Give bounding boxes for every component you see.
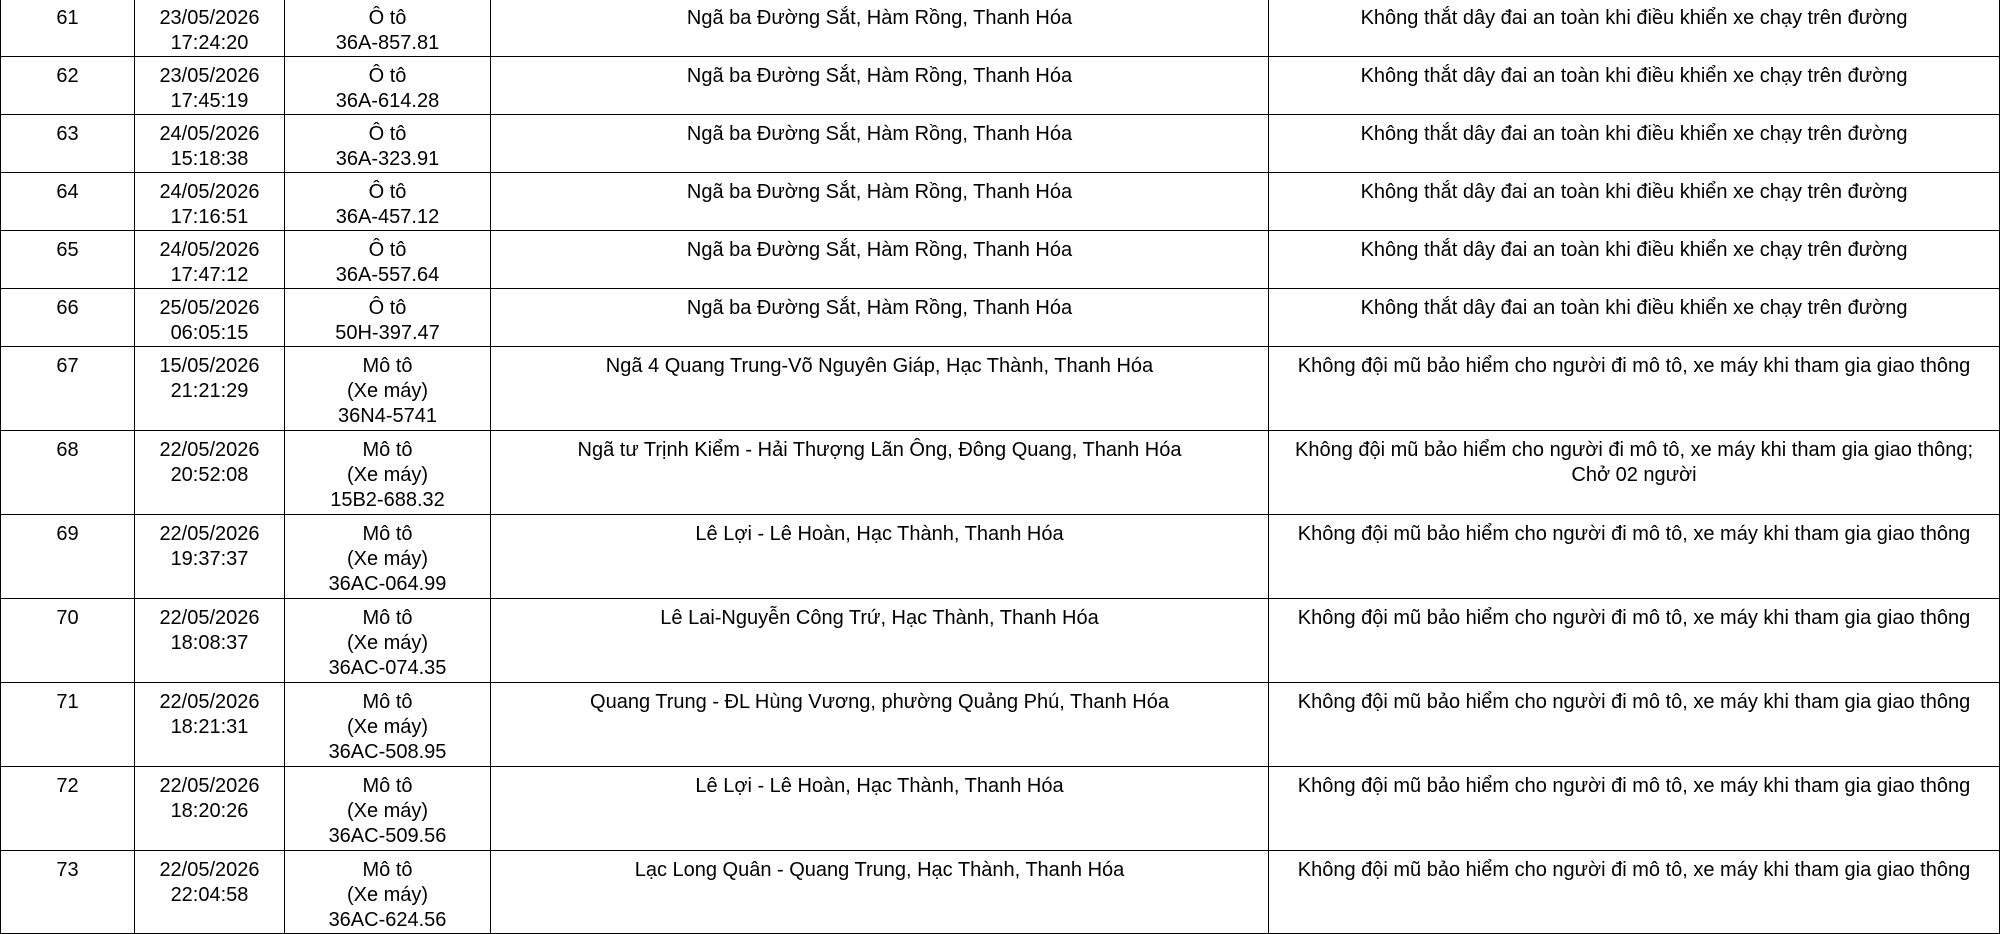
time-cell: 22/05/2026 18:08:37: [135, 599, 285, 683]
location-cell: Ngã ba Đường Sắt, Hàm Rồng, Thanh Hóa: [491, 0, 1269, 57]
table-row: [1, 683, 2000, 767]
table-row: [1, 231, 2000, 289]
table-row: [1, 115, 2000, 173]
time-cell: 24/05/2026 15:18:38: [135, 115, 285, 173]
time-cell: 24/05/2026 17:16:51: [135, 173, 285, 231]
location-cell: Lê Lai-Nguyễn Công Trứ, Hạc Thành, Thanh Hóa: [491, 599, 1269, 683]
violation-cell: Không đội mũ bảo hiểm cho người đi mô tô, xe máy khi tham gia giao thông: [1269, 599, 2000, 683]
table-row: [1, 767, 2000, 851]
time-cell: 15/05/2026 21:21:29: [135, 347, 285, 431]
location-cell: Ngã ba Đường Sắt, Hàm Rồng, Thanh Hóa: [491, 115, 1269, 173]
table-body: [1, 0, 2000, 934]
violation-cell: Không đội mũ bảo hiểm cho người đi mô tô, xe máy khi tham gia giao thông: [1269, 515, 2000, 599]
time-cell: 25/05/2026 06:05:15: [135, 289, 285, 347]
violation-cell: Không đội mũ bảo hiểm cho người đi mô tô, xe máy khi tham gia giao thông: [1269, 683, 2000, 767]
stt-cell: 62: [1, 57, 135, 115]
stt-cell: 70: [1, 599, 135, 683]
table-row: [1, 515, 2000, 599]
violation-cell: Không thắt dây đai an toàn khi điều khiển xe chạy trên đường: [1269, 173, 2000, 231]
vehicle-cell: Ô tô 50H-397.47: [285, 289, 491, 347]
violation-cell: Không thắt dây đai an toàn khi điều khiển xe chạy trên đường: [1269, 0, 2000, 57]
violation-cell: Không thắt dây đai an toàn khi điều khiển xe chạy trên đường: [1269, 289, 2000, 347]
location-cell: Lê Lợi - Lê Hoàn, Hạc Thành, Thanh Hóa: [491, 767, 1269, 851]
stt-cell: 71: [1, 683, 135, 767]
stt-cell: 73: [1, 851, 135, 934]
time-cell: 22/05/2026 19:37:37: [135, 515, 285, 599]
time-cell: 22/05/2026 18:20:26: [135, 767, 285, 851]
time-cell: 24/05/2026 17:47:12: [135, 231, 285, 289]
table-row: [1, 57, 2000, 115]
vehicle-cell: Mô tô (Xe máy) 36AC-074.35: [285, 599, 491, 683]
time-cell: 22/05/2026 22:04:58: [135, 851, 285, 934]
stt-cell: 68: [1, 431, 135, 515]
table-row: [1, 173, 2000, 231]
violation-cell: Không đội mũ bảo hiểm cho người đi mô tô, xe máy khi tham gia giao thông: [1269, 851, 2000, 934]
stt-cell: 69: [1, 515, 135, 599]
table-row: [1, 851, 2000, 934]
location-cell: Ngã ba Đường Sắt, Hàm Rồng, Thanh Hóa: [491, 289, 1269, 347]
location-cell: Lê Lợi - Lê Hoàn, Hạc Thành, Thanh Hóa: [491, 515, 1269, 599]
stt-cell: 63: [1, 115, 135, 173]
stt-cell: 72: [1, 767, 135, 851]
location-cell: Ngã 4 Quang Trung-Võ Nguyên Giáp, Hạc Thành, Thanh Hóa: [491, 347, 1269, 431]
time-cell: 22/05/2026 20:52:08: [135, 431, 285, 515]
violation-cell: Không đội mũ bảo hiểm cho người đi mô tô, xe máy khi tham gia giao thông: [1269, 347, 2000, 431]
vehicle-cell: Mô tô (Xe máy) 36AC-509.56: [285, 767, 491, 851]
stt-cell: 67: [1, 347, 135, 431]
table-row: [1, 431, 2000, 515]
table-row: [1, 0, 2000, 57]
vehicle-cell: Ô tô 36A-557.64: [285, 231, 491, 289]
location-cell: Ngã ba Đường Sắt, Hàm Rồng, Thanh Hóa: [491, 231, 1269, 289]
time-cell: 23/05/2026 17:24:20: [135, 0, 285, 57]
location-cell: Ngã tư Trịnh Kiểm - Hải Thượng Lãn Ông, Đông Quang, Thanh Hóa: [491, 431, 1269, 515]
table-row: [1, 599, 2000, 683]
violation-cell: Không đội mũ bảo hiểm cho người đi mô tô, xe máy khi tham gia giao thông; Chở 02 người: [1269, 431, 2000, 515]
vehicle-cell: Mô tô (Xe máy) 36AC-064.99: [285, 515, 491, 599]
stt-cell: 65: [1, 231, 135, 289]
vehicle-cell: Ô tô 36A-857.81: [285, 0, 491, 57]
vehicle-cell: Ô tô 36A-323.91: [285, 115, 491, 173]
violation-cell: Không đội mũ bảo hiểm cho người đi mô tô, xe máy khi tham gia giao thông: [1269, 767, 2000, 851]
violation-cell: Không thắt dây đai an toàn khi điều khiển xe chạy trên đường: [1269, 115, 2000, 173]
table-row: [1, 289, 2000, 347]
time-cell: 23/05/2026 17:45:19: [135, 57, 285, 115]
violation-cell: Không thắt dây đai an toàn khi điều khiển xe chạy trên đường: [1269, 57, 2000, 115]
stt-cell: 61: [1, 0, 135, 57]
vehicle-cell: Ô tô 36A-457.12: [285, 173, 491, 231]
vehicle-cell: Mô tô (Xe máy) 36AC-624.56: [285, 851, 491, 934]
stt-cell: 64: [1, 173, 135, 231]
location-cell: Ngã ba Đường Sắt, Hàm Rồng, Thanh Hóa: [491, 57, 1269, 115]
vehicle-cell: Mô tô (Xe máy) 36AC-508.95: [285, 683, 491, 767]
location-cell: Quang Trung - ĐL Hùng Vương, phường Quảng Phú, Thanh Hóa: [491, 683, 1269, 767]
location-cell: Lạc Long Quân - Quang Trung, Hạc Thành, Thanh Hóa: [491, 851, 1269, 934]
stt-cell: 66: [1, 289, 135, 347]
time-cell: 22/05/2026 18:21:31: [135, 683, 285, 767]
violation-cell: Không thắt dây đai an toàn khi điều khiển xe chạy trên đường: [1269, 231, 2000, 289]
location-cell: Ngã ba Đường Sắt, Hàm Rồng, Thanh Hóa: [491, 173, 1269, 231]
table-row: [1, 347, 2000, 431]
vehicle-cell: Mô tô (Xe máy) 36N4-5741: [285, 347, 491, 431]
vehicle-cell: Ô tô 36A-614.28: [285, 57, 491, 115]
vehicle-cell: Mô tô (Xe máy) 15B2-688.32: [285, 431, 491, 515]
